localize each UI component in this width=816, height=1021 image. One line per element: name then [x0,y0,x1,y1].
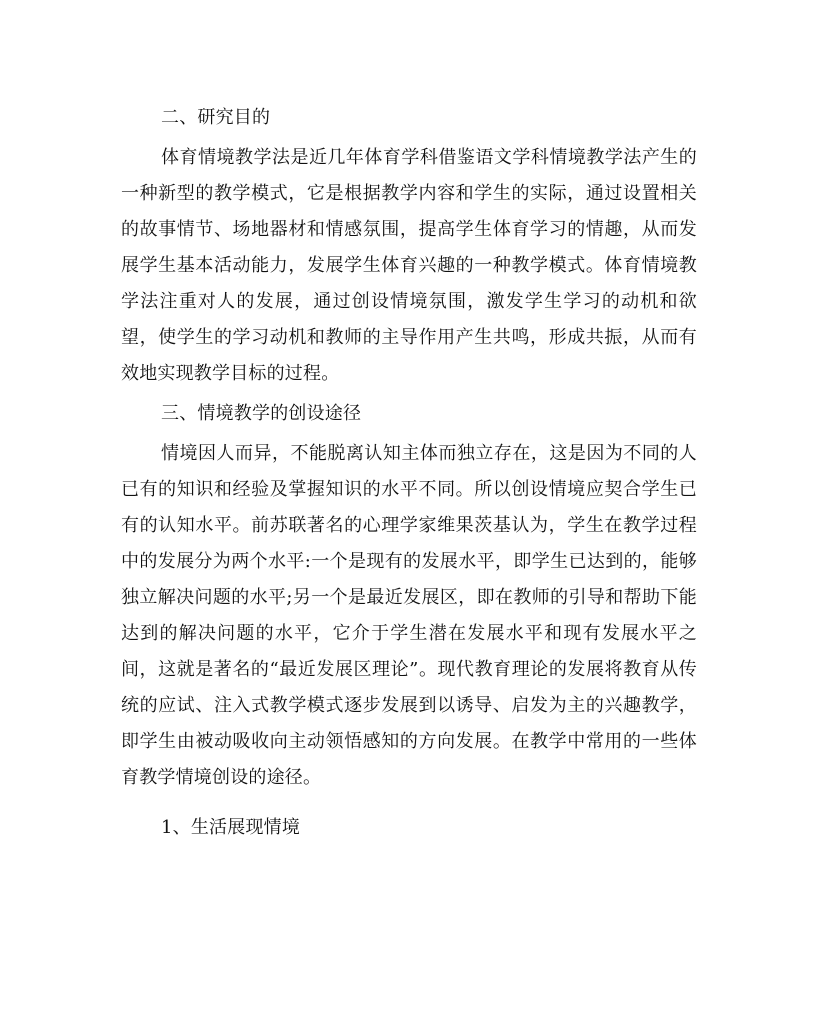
paragraph-research-purpose: 体育情境教学法是近几年体育学科借鉴语文学科情境教学法产生的一种新型的教学模式，它是根据教学内容和学生的实际，通过设置相关的故事情节、场地器材和情感氛围，提高学生体育学习的情趣，从而发展学生基本活动能力，发展学生体育兴趣的一种教学模式。体育情境教学法注重对人的发展，通过创设情境氛围，激发学生学习的动机和欲望，使学生的学习动机和教师的主导作用产生共鸣，形成共振，从而有效地实现教学目标的过程。 [121,147,697,384]
section-heading-creation-approaches: 三、情境教学的创设途径 [161,403,362,424]
document-body [121,100,697,846]
subsection-heading-life-scenario: 1、生活展现情境 [161,817,301,838]
section-heading-research-purpose: 二、研究目的 [161,107,271,128]
paragraph-creation-approaches: 情境因人而异，不能脱离认知主体而独立存在，这是因为不同的人已有的知识和经验及掌握知识的水平不同。所以创设情境应契合学生已有的认知水平。前苏联著名的心理学家维果茨基认为，学生在教学过程中的发展分为两个水平:一个是现有的发展水平，即学生已达到的，能够独立解决问题的水平;另一个是最近发展区，即在教师的引导和帮助下能达到的解决问题的水平，它介于学生潜在发展水平和现有发展水平之间，这就是著名的“最近发展区理论”。现代教育理论的发展将教育从传统的应试、注入式教学模式逐步发展到以诱导、启发为主的兴趣教学，即学生由被动吸收向主动领悟感知的方向发展。在教学中常用的一些体育教学情境创设的途径。 [121,443,697,788]
spacer [121,796,697,810]
